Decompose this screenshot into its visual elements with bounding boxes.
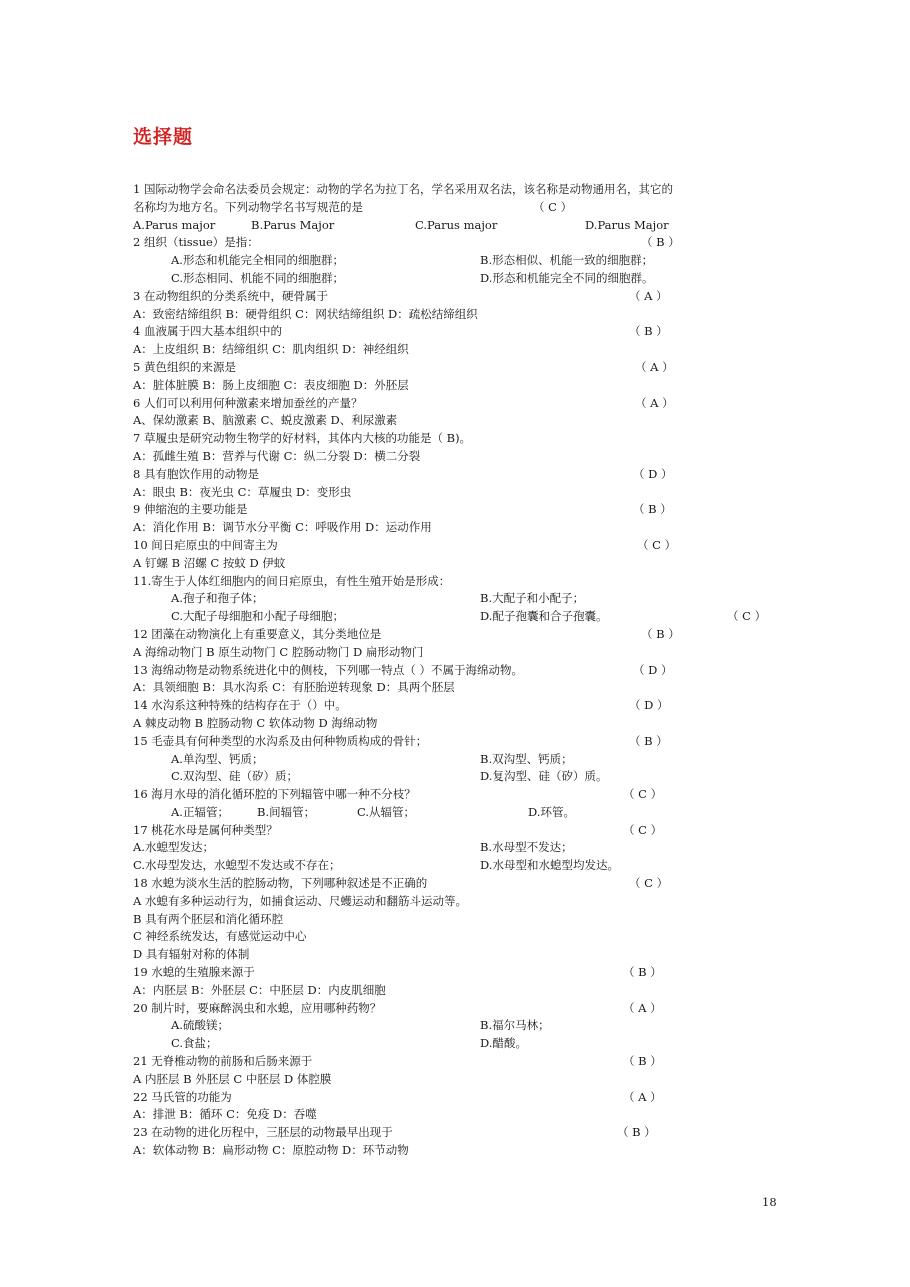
text-line	[133, 590, 783, 608]
line-segment: （ A ）	[623, 1000, 662, 1015]
line-segment: 14 水沟系这种特殊的结构存在于（）中。	[133, 698, 347, 713]
line-segment: B.福尔马林；	[480, 1018, 550, 1033]
line-segment: A 棘皮动物 B 腔肠动物 C 软体动物 D 海绵动物	[133, 715, 378, 730]
text-line	[133, 946, 783, 964]
text-line	[133, 466, 783, 484]
line-segment: （ A ）	[629, 288, 668, 303]
text-line	[133, 911, 783, 929]
text-line	[133, 662, 783, 680]
line-segment: 5 黄色组织的来源是	[133, 359, 236, 374]
line-segment: （ C ）	[623, 787, 663, 802]
text-line	[133, 573, 783, 591]
text-line	[133, 1142, 783, 1160]
line-segment: 4 血液属于四大基本组织中的	[133, 324, 282, 339]
line-segment: （ A ）	[635, 395, 674, 410]
text-line	[133, 359, 783, 377]
line-segment: 21 无脊椎动物的前肠和后肠来源于	[133, 1054, 313, 1069]
line-segment: A.单沟型、钙质；	[171, 751, 264, 766]
line-segment: A：具领细胞 B：具水沟系 C：有胚胎逆转现象 D：具两个胚层	[133, 680, 455, 695]
text-line	[133, 733, 783, 751]
line-segment: 22 马氏管的功能为	[133, 1089, 232, 1104]
text-line	[133, 519, 783, 537]
text-line	[133, 804, 783, 822]
line-segment: A.硫酸镁；	[171, 1018, 229, 1033]
line-segment: D.醋酸。	[480, 1036, 527, 1051]
line-segment: C.双沟型、硅（矽）质；	[171, 769, 299, 784]
text-line	[133, 1000, 783, 1018]
line-segment: （ A ）	[635, 359, 674, 374]
text-line	[133, 1124, 783, 1142]
line-segment: 23 在动物的进化历程中，三胚层的动物最早出现于	[133, 1125, 393, 1140]
line-segment: （ C ）	[533, 199, 573, 214]
text-line	[133, 1017, 783, 1035]
line-segment: （ B ）	[629, 733, 668, 748]
line-segment: B.Parus Major	[251, 217, 335, 232]
line-segment: （ B ）	[623, 1054, 662, 1069]
line-segment: A：孤雌生殖 B：营养与代谢 C：纵二分裂 D：横二分裂	[133, 448, 421, 463]
line-segment: A.水螅型发达；	[133, 840, 214, 855]
line-segment: D.环管。	[528, 804, 575, 819]
text-line	[133, 252, 783, 270]
text-line	[133, 786, 783, 804]
text-line	[133, 1089, 783, 1107]
line-segment: A.正辐管；	[171, 804, 229, 819]
text-line	[133, 822, 783, 840]
text-line	[133, 626, 783, 644]
line-segment: 3 在动物组织的分类系统中，硬骨属于	[133, 288, 328, 303]
line-segment: B.形态相似、机能一致的细胞群；	[480, 253, 654, 268]
line-segment: （ B ）	[629, 324, 668, 339]
line-segment: C.Parus major	[415, 217, 498, 232]
text-line	[133, 323, 783, 341]
text-line	[133, 484, 783, 502]
line-segment: （ B ）	[641, 235, 680, 250]
line-segment: A：排泄 B：循环 C：免疫 D：吞噬	[133, 1107, 317, 1122]
line-segment: A.孢子和孢子体；	[171, 591, 264, 606]
line-segment: 10 间日疟原虫的中间寄主为	[133, 537, 278, 552]
line-segment: A 钉螺 B 沼螺 C 按蚊 D 伊蚊	[133, 555, 286, 570]
text-line	[133, 697, 783, 715]
text-line	[133, 199, 783, 217]
line-segment: A：致密结缔组织 B：硬骨组织 C：网状结缔组织 D：疏松结缔组织	[133, 306, 478, 321]
text-line	[133, 928, 783, 946]
line-segment: 名称均为地方名。下列动物学名书写规范的是	[133, 199, 363, 214]
text-line	[133, 555, 783, 573]
line-segment: 6 人们可以利用何种激素来增加蚕丝的产量？	[133, 395, 363, 410]
text-line	[133, 501, 783, 519]
line-segment: C 神经系统发达，有感觉运动中心	[133, 929, 307, 944]
line-segment: D.形态和机能完全不同的细胞群。	[480, 270, 654, 285]
line-segment: 20 制片时，要麻醉涡虫和水螅，应用哪种药物？	[133, 1000, 382, 1015]
page-number: 18	[762, 1195, 777, 1209]
line-segment: A.形态和机能完全相同的细胞群；	[171, 253, 344, 268]
line-segment: A、保幼激素 B、脑激素 C、蜕皮激素 D、利尿激素	[133, 413, 398, 428]
line-segment: C.大配子母细胞和小配子母细胞；	[171, 609, 345, 624]
line-segment: （ C ）	[727, 609, 767, 624]
line-segment: D.水母型和水螅型均发达。	[480, 858, 619, 873]
text-line	[133, 217, 783, 235]
line-segment: 18 水螅为淡水生活的腔肠动物，下列哪种叙述是不正确的	[133, 876, 428, 891]
text-line	[133, 1071, 783, 1089]
text-line	[133, 608, 783, 626]
text-line	[133, 644, 783, 662]
line-segment: A.Parus major	[133, 217, 216, 232]
line-segment: 16 海月水母的消化循环腔的下列辐管中哪一种不分枝？	[133, 787, 416, 802]
line-segment: 19 水螅的生殖腺来源于	[133, 965, 255, 980]
text-line	[133, 412, 783, 430]
line-segment: A：脏体脏膜 B：肠上皮细胞 C：表皮细胞 D：外胚层	[133, 377, 409, 392]
line-segment: 1 国际动物学会命名法委员会规定：动物的学名为拉丁名，学名采用双名法，该名称是动物通用名，其它的	[133, 182, 673, 196]
text-line	[133, 751, 783, 769]
text-line	[133, 982, 783, 1000]
line-segment: 17 桃花水母是属何种类型？	[133, 822, 278, 837]
line-segment: （ B ）	[617, 1125, 656, 1140]
text-line	[133, 537, 783, 555]
line-segment: （ C ）	[623, 822, 663, 837]
line-segment: （ B ）	[623, 965, 662, 980]
line-segment: B.水母型不发达；	[480, 840, 573, 855]
line-segment: （ D ）	[633, 466, 673, 481]
text-line	[133, 1035, 783, 1053]
line-segment: A：内胚层 B：外胚层 C：中胚层 D：内皮肌细胞	[133, 982, 386, 997]
section-title: 选择题	[133, 126, 194, 148]
line-segment: D 具有辐射对称的体制	[133, 947, 250, 962]
line-segment: B.间辐管；	[257, 804, 316, 819]
line-segment: 7 草履虫是研究动物生物学的好材料，其体内大核的功能是（ B)。	[133, 431, 472, 446]
line-segment: D.配子孢囊和合子孢囊。	[480, 609, 608, 624]
text-line	[133, 1106, 783, 1124]
line-segment: D.复沟型、硅（矽）质。	[480, 769, 608, 784]
text-line	[133, 1053, 783, 1071]
line-segment: （ C ）	[637, 537, 677, 552]
text-line	[133, 288, 783, 306]
line-segment: A：软体动物 B：扁形动物 C：原腔动物 D：环节动物	[133, 1143, 409, 1158]
text-line	[133, 715, 783, 733]
line-segment: 15 毛壶具有何种类型的水沟系及由何种物质构成的骨针；	[133, 733, 428, 748]
text-line	[133, 679, 783, 697]
line-segment: A 水螅有多种运动行为，如捕食运动、尺蠖运动和翻筋斗运动等。	[133, 893, 467, 908]
line-segment: 9 伸缩泡的主要功能是	[133, 502, 248, 517]
line-segment: B.双沟型、钙质；	[480, 751, 573, 766]
line-segment: （ B ）	[641, 626, 680, 641]
text-line	[133, 448, 783, 466]
text-line	[133, 181, 783, 199]
line-segment: A 海绵动物门 B 原生动物门 C 腔肠动物门 D 扁形动物门	[133, 644, 424, 659]
question-list	[133, 181, 783, 1160]
line-segment: C.食盐；	[171, 1036, 218, 1051]
text-line	[133, 341, 783, 359]
text-line	[133, 875, 783, 893]
text-line	[133, 377, 783, 395]
text-line	[133, 857, 783, 875]
text-line	[133, 964, 783, 982]
line-segment: （ A ）	[623, 1089, 662, 1104]
text-line	[133, 306, 783, 324]
text-line	[133, 395, 783, 413]
line-segment: 8 具有胞饮作用的动物是	[133, 466, 259, 481]
text-line	[133, 234, 783, 252]
line-segment: 12 团藻在动物演化上有重要意义，其分类地位是	[133, 626, 382, 641]
line-segment: A：消化作用 B：调节水分平衡 C：呼吸作用 D：运动作用	[133, 520, 432, 535]
line-segment: （ D ）	[633, 662, 673, 677]
text-line	[133, 270, 783, 288]
line-segment: C.水母型发达，水螅型不发达或不存在；	[133, 858, 341, 873]
line-segment: B.大配子和小配子；	[480, 591, 585, 606]
line-segment: A：眼虫 B：夜光虫 C：草履虫 D：变形虫	[133, 484, 352, 499]
line-segment: A 内胚层 B 外胚层 C 中胚层 D 体腔膜	[133, 1071, 332, 1086]
text-line	[133, 430, 783, 448]
line-segment: 2 组织（tissue）是指：	[133, 235, 259, 250]
line-segment: 11.寄生于人体红细胞内的间日疟原虫，有性生殖开始是形成：	[133, 573, 451, 588]
line-segment: C.从辐管；	[357, 804, 416, 819]
line-segment: （ B ）	[633, 502, 672, 517]
text-line	[133, 839, 783, 857]
text-line	[133, 893, 783, 911]
line-segment: （ D ）	[629, 698, 669, 713]
line-segment: 13 海绵动物是动物系统进化中的侧枝，下列哪一特点（ ）不属于海绵动物。	[133, 662, 523, 677]
line-segment: D.Parus Major	[585, 217, 669, 232]
line-segment: （ C ）	[629, 876, 669, 891]
line-segment: A：上皮组织 B：结缔组织 C：肌肉组织 D：神经组织	[133, 342, 409, 357]
line-segment: C.形态相同、机能不同的细胞群；	[171, 270, 345, 285]
line-segment: B 具有两个胚层和消化循环腔	[133, 911, 284, 926]
text-line	[133, 768, 783, 786]
